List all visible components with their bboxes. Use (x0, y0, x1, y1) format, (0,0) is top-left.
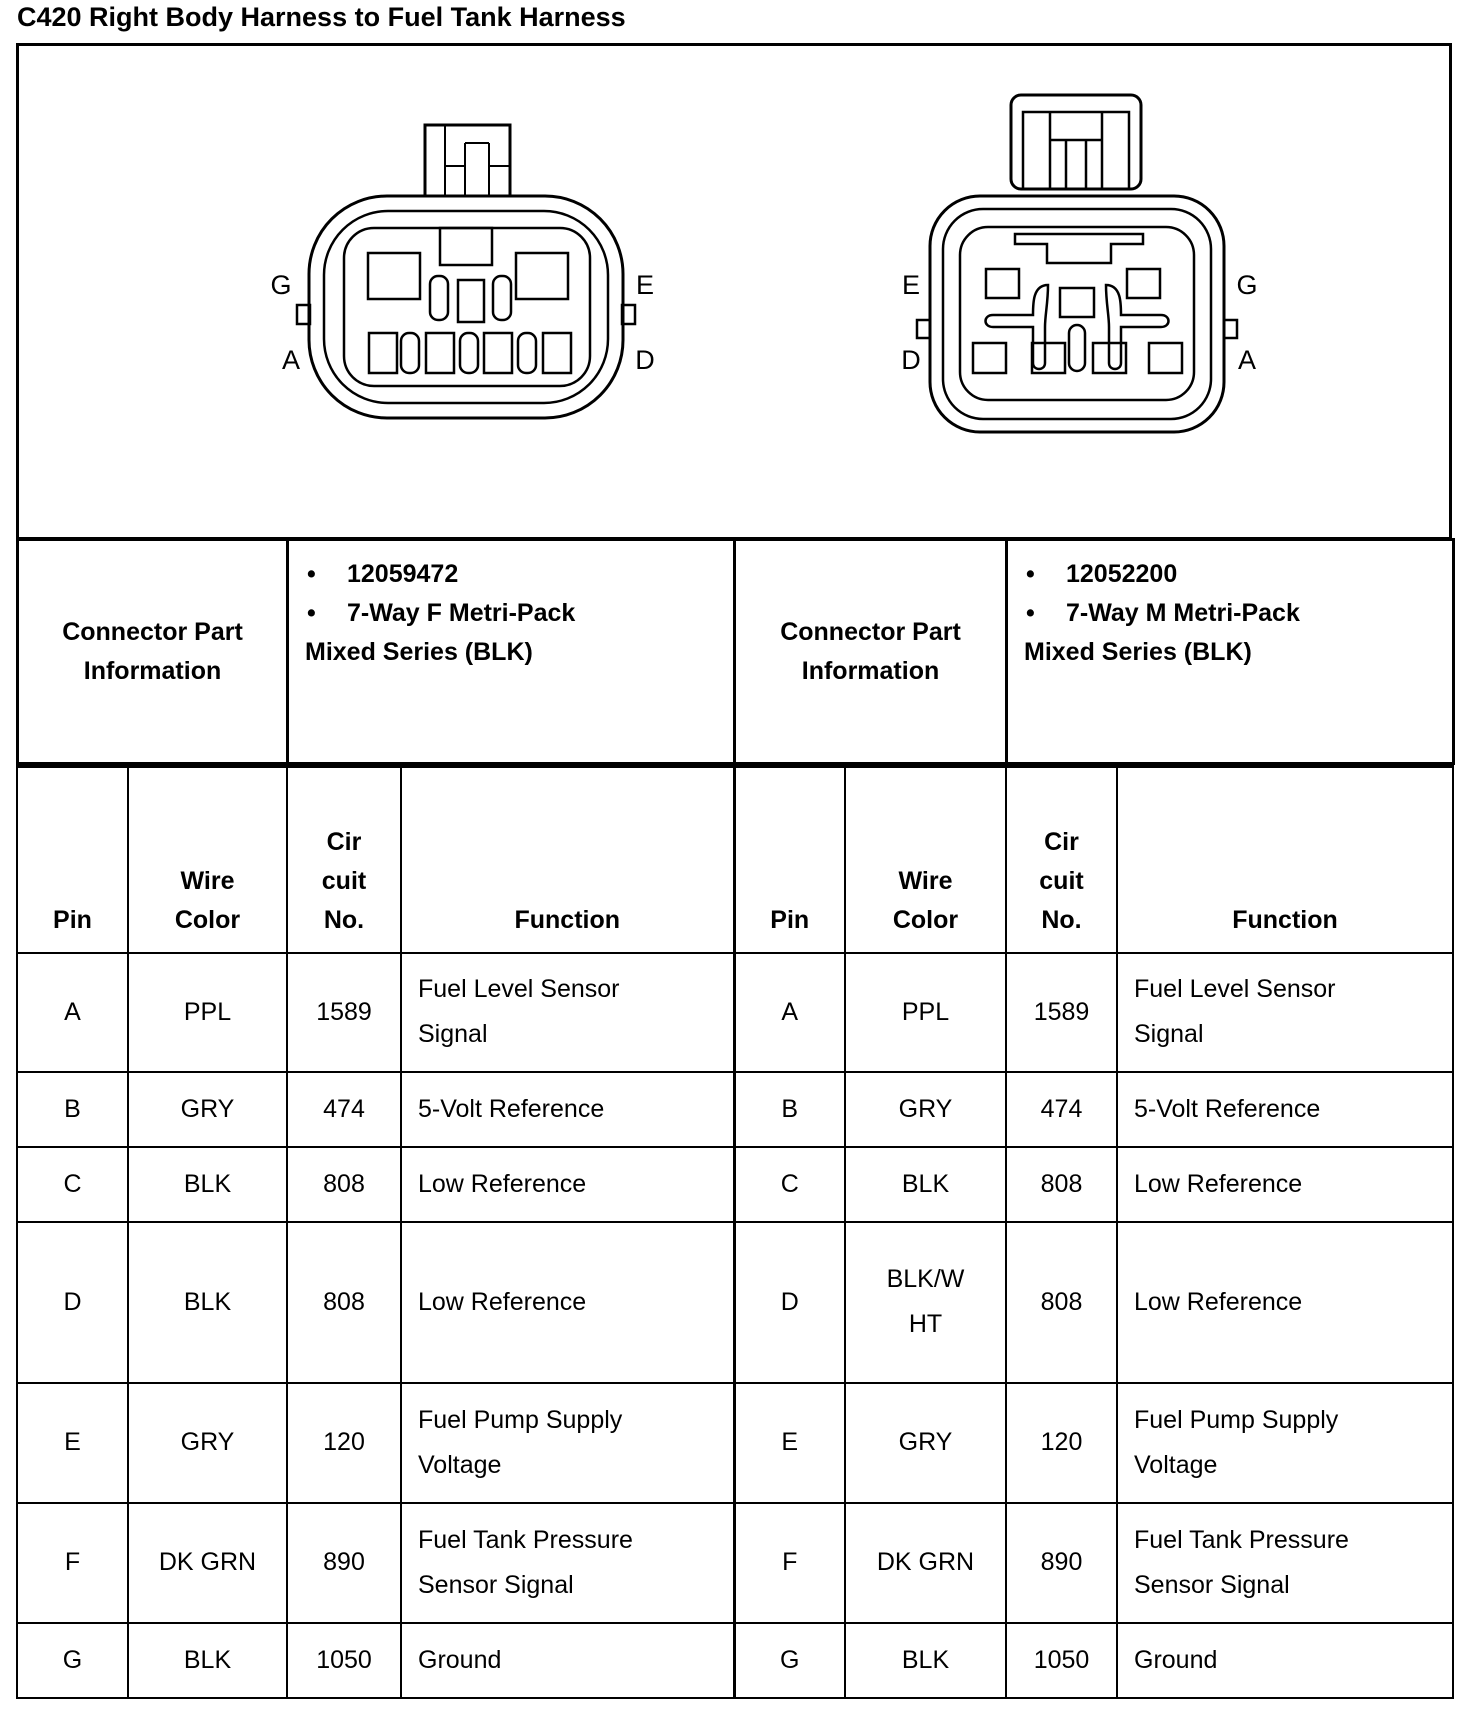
pin-cell: C (17, 1147, 128, 1222)
header-circuit-no: Cir cuit No. (287, 767, 401, 953)
wire-color-cell: GRY (128, 1072, 287, 1147)
pin-label-d: D (635, 345, 655, 375)
function-cell: 5-Volt Reference (401, 1072, 734, 1147)
wire-color-cell: BLK/W HT (845, 1222, 1006, 1383)
pin-cell: G (734, 1623, 845, 1698)
pin-label-e: E (901, 270, 921, 300)
connector-part-info-value: • 12052200 • 7-Way M Metri-Pack Mixed Series (BLK) (1007, 540, 1454, 764)
circuit-number-cell: 808 (1006, 1147, 1117, 1222)
male-connector-face-diagram (896, 91, 1306, 486)
page-title: C420 Right Body Harness to Fuel Tank Harness (17, 2, 626, 32)
header-wire-color: Wire Color (845, 767, 1006, 953)
wire-color-cell: DK GRN (128, 1503, 287, 1623)
pin-label-d: D (901, 345, 921, 375)
circuit-number-cell: 1589 (1006, 953, 1117, 1072)
wire-color-cell: PPL (845, 953, 1006, 1072)
function-cell: Fuel Tank Pressure Sensor Signal (401, 1503, 734, 1623)
pinout-row (17, 953, 1453, 1072)
circuit-number-cell: 808 (287, 1222, 401, 1383)
pin-label-a: A (281, 345, 301, 375)
pin-cell: F (734, 1503, 845, 1623)
header-wire-color: Wire Color (128, 767, 287, 953)
wire-color-cell: GRY (845, 1383, 1006, 1503)
pinout-header-row (17, 767, 1453, 953)
header-function: Function (1117, 767, 1453, 953)
header-circuit-no: Cir cuit No. (1006, 767, 1117, 953)
function-cell: Fuel Level Sensor Signal (1117, 953, 1453, 1072)
function-cell: Fuel Pump Supply Voltage (401, 1383, 734, 1503)
pin-cell: A (734, 953, 845, 1072)
wire-color-cell: BLK (845, 1147, 1006, 1222)
pinout-row (17, 1503, 1453, 1623)
pin-label-g: G (1236, 270, 1258, 300)
pinout-row (17, 1623, 1453, 1698)
connector-part-info-value: • 12059472 • 7-Way F Metri-Pack Mixed Series (BLK) (288, 540, 735, 764)
pinout-row (17, 1147, 1453, 1222)
part-number: 12059472 (347, 560, 459, 588)
pin-cell: A (17, 953, 128, 1072)
wire-color-cell: BLK (128, 1222, 287, 1383)
function-cell: 5-Volt Reference (1117, 1072, 1453, 1147)
function-cell: Ground (401, 1623, 734, 1698)
circuit-number-cell: 474 (1006, 1072, 1117, 1147)
function-cell: Low Reference (401, 1147, 734, 1222)
pin-label-g: G (270, 270, 292, 300)
header-function: Function (401, 767, 734, 953)
wire-color-cell: BLK (128, 1147, 287, 1222)
pin-cell: E (17, 1383, 128, 1503)
pin-cell: D (734, 1222, 845, 1383)
connector-part-info-label: Connector Part Information (18, 540, 288, 764)
pin-cell: E (734, 1383, 845, 1503)
function-cell: Low Reference (401, 1222, 734, 1383)
function-cell: Fuel Level Sensor Signal (401, 953, 734, 1072)
function-cell: Fuel Pump Supply Voltage (1117, 1383, 1453, 1503)
pin-label-e: E (635, 270, 655, 300)
pinout-table (16, 765, 1454, 1699)
pinout-row (17, 1072, 1453, 1147)
connector-part-info-table (16, 538, 1455, 765)
pinout-row (17, 1222, 1453, 1383)
wire-color-cell: PPL (128, 953, 287, 1072)
connector-description: 7-Way M Metri-Pack (1066, 599, 1300, 627)
circuit-number-cell: 120 (287, 1383, 401, 1503)
pinout-row (17, 1383, 1453, 1503)
function-cell: Low Reference (1117, 1222, 1453, 1383)
function-cell: Fuel Tank Pressure Sensor Signal (1117, 1503, 1453, 1623)
pin-cell: B (17, 1072, 128, 1147)
circuit-number-cell: 890 (287, 1503, 401, 1623)
circuit-number-cell: 808 (287, 1147, 401, 1222)
connector-diagram-panel (16, 43, 1452, 540)
circuit-number-cell: 890 (1006, 1503, 1117, 1623)
wire-color-cell: GRY (845, 1072, 1006, 1147)
circuit-number-cell: 1050 (1006, 1623, 1117, 1698)
circuit-number-cell: 1589 (287, 953, 401, 1072)
female-connector-face-diagram (264, 121, 664, 476)
header-pin: Pin (734, 767, 845, 953)
function-cell: Ground (1117, 1623, 1453, 1698)
connector-part-info-label: Connector Part Information (735, 540, 1007, 764)
pin-cell: C (734, 1147, 845, 1222)
pin-cell: D (17, 1222, 128, 1383)
wire-color-cell: BLK (128, 1623, 287, 1698)
wire-color-cell: BLK (845, 1623, 1006, 1698)
pin-cell: G (17, 1623, 128, 1698)
circuit-number-cell: 1050 (287, 1623, 401, 1698)
connector-description: 7-Way F Metri-Pack (347, 599, 576, 627)
circuit-number-cell: 120 (1006, 1383, 1117, 1503)
header-pin: Pin (17, 767, 128, 953)
pin-cell: B (734, 1072, 845, 1147)
circuit-number-cell: 808 (1006, 1222, 1117, 1383)
function-cell: Low Reference (1117, 1147, 1453, 1222)
wire-color-cell: DK GRN (845, 1503, 1006, 1623)
wire-color-cell: GRY (128, 1383, 287, 1503)
part-number: 12052200 (1066, 560, 1178, 588)
pin-label-a: A (1237, 345, 1257, 375)
circuit-number-cell: 474 (287, 1072, 401, 1147)
pin-cell: F (17, 1503, 128, 1623)
